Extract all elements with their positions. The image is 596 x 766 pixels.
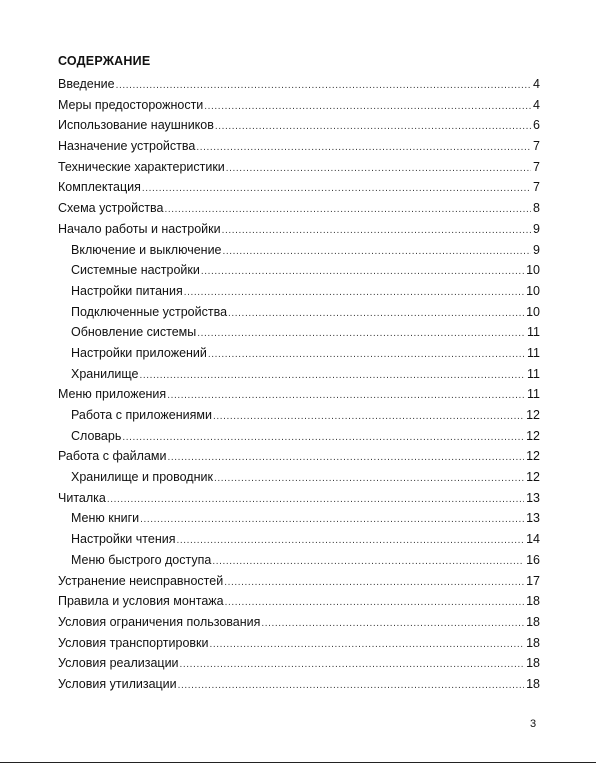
toc-entry-label: Работа с приложениями (71, 408, 212, 422)
toc-entry[interactable] (58, 240, 540, 261)
toc-entry[interactable] (58, 467, 540, 488)
toc-entry-page: 10 (526, 283, 540, 298)
toc-entry[interactable] (58, 488, 540, 509)
toc-entry-page: 12 (526, 408, 540, 422)
toc-entry-page: 16 (526, 552, 540, 567)
toc-entry-page: 14 (526, 532, 540, 547)
toc-entry-label: Обновление системы (71, 325, 197, 340)
toc-entry-label: Использование наушников (58, 118, 214, 133)
toc-entry[interactable] (58, 405, 540, 426)
toc-entry-page: 10 (526, 304, 540, 319)
toc-entry-page: 4 (533, 97, 540, 112)
toc-dot-leader (215, 115, 531, 138)
toc-entry-label: Меню книги (71, 511, 140, 526)
toc-entry-page: 18 (526, 676, 540, 691)
toc-entry-page: 11 (527, 366, 540, 381)
toc-entry-label: Условия утилизации (58, 676, 177, 691)
toc-entry-label: Хранилище и проводник (71, 470, 213, 485)
toc-entry[interactable] (58, 364, 540, 385)
toc-entry-label: Словарь (71, 428, 122, 443)
toc-entry[interactable] (58, 115, 540, 136)
toc-entry-page: 12 (526, 470, 540, 485)
toc-entry-label: Подключенные устройства (71, 304, 228, 319)
toc-entry[interactable] (58, 322, 540, 343)
toc-entry[interactable] (58, 95, 540, 116)
toc-entry-label: Устранение неисправностей (58, 573, 224, 588)
toc-entry-label: Условия ограничения пользования (58, 614, 261, 629)
toc-entry-label: Меры предосторожности (58, 97, 204, 112)
toc-entry-label: Включение и выключение (71, 242, 222, 257)
toc-dot-leader (222, 219, 531, 242)
toc-entry-label: Системные настройки (71, 263, 200, 278)
toc-entry-page: 7 (533, 139, 540, 154)
toc-dot-leader (180, 653, 525, 676)
toc-dot-leader (225, 591, 524, 614)
toc-dot-leader (165, 198, 532, 221)
toc-entry-page: 7 (533, 159, 540, 174)
toc-entry-label: Условия транспортировки (58, 635, 209, 650)
toc-entry-label: Хранилище (71, 366, 139, 381)
toc-entry-page: 18 (526, 656, 540, 671)
toc-entry[interactable] (58, 302, 540, 323)
toc-entry[interactable] (58, 74, 540, 95)
toc-dot-leader (226, 157, 531, 180)
toc-dot-leader (167, 384, 525, 407)
toc-entry-label: Настройки чтения (71, 532, 176, 547)
toc-dot-leader (167, 446, 524, 469)
toc-dot-leader (122, 426, 524, 449)
toc-dot-leader (178, 674, 524, 697)
toc-entry-page: 18 (526, 614, 540, 629)
toc-entry-label: Начало работы и настройки (58, 221, 221, 236)
toc-entry-page: 9 (533, 242, 540, 257)
toc-dot-leader (223, 240, 532, 263)
toc-entry-page: 4 (533, 77, 540, 91)
toc-entry-page: 12 (526, 449, 540, 464)
toc-entry[interactable] (58, 177, 540, 198)
toc-entry-label: Настройки питания (71, 283, 183, 298)
toc-dot-leader (196, 136, 531, 159)
toc-dot-leader (176, 529, 524, 552)
toc-entry-label: Условия реализации (58, 656, 179, 671)
toc-entry[interactable] (58, 260, 540, 281)
toc-entry-label: Читалка (58, 490, 106, 505)
toc-entry[interactable] (58, 136, 540, 157)
toc-entry-page: 11 (527, 387, 540, 402)
toc-dot-leader (212, 550, 524, 573)
toc-dot-leader (140, 364, 526, 387)
toc-dot-leader (204, 95, 531, 118)
toc-dot-leader (261, 612, 524, 635)
toc-dot-leader (224, 571, 524, 594)
toc-entry-label: Меню быстрого доступа (71, 552, 212, 567)
toc-entry[interactable] (58, 198, 540, 219)
toc-entry-label: Правила и условия монтажа (58, 594, 224, 609)
toc-entry[interactable] (58, 612, 540, 633)
toc-entry-page: 10 (526, 263, 540, 278)
toc-dot-leader (197, 322, 525, 345)
toc-entry-label: Меню приложения (58, 387, 167, 402)
toc-dot-leader (184, 281, 524, 304)
toc-entry[interactable] (58, 426, 540, 447)
toc-entry-page: 13 (526, 490, 540, 505)
bottom-rule (0, 762, 596, 763)
toc-entry-page: 7 (533, 180, 540, 195)
toc-entry-label: Настройки приложений (71, 345, 207, 360)
toc-entry-page: 12 (526, 428, 540, 443)
toc-entry[interactable] (58, 571, 540, 592)
toc-dot-leader (228, 302, 524, 325)
toc-entry-label: Технические характеристики (58, 159, 225, 174)
toc-dot-leader (142, 177, 531, 200)
toc-list (58, 74, 540, 695)
page-number: 3 (530, 718, 537, 730)
toc-dot-leader (107, 488, 524, 511)
toc-entry[interactable] (58, 219, 540, 240)
toc-entry[interactable] (58, 508, 540, 529)
toc-dot-leader (208, 343, 525, 366)
toc-entry-page: 18 (526, 594, 540, 609)
toc-title: СОДЕРЖАНИЕ (58, 54, 151, 68)
toc-dot-leader (210, 633, 525, 656)
toc-entry[interactable] (58, 674, 540, 695)
toc-entry[interactable] (58, 550, 540, 571)
toc-entry[interactable] (58, 529, 540, 550)
toc-entry[interactable] (58, 591, 540, 612)
toc-entry-page: 6 (533, 118, 540, 133)
toc-entry-page: 18 (526, 635, 540, 650)
toc-entry[interactable] (58, 384, 540, 405)
toc-entry-page: 17 (526, 573, 540, 588)
toc-entry-page: 9 (533, 221, 540, 236)
toc-entry-label: Комплектация (58, 180, 141, 195)
toc-dot-leader (140, 508, 524, 531)
toc-dot-leader (213, 405, 524, 428)
toc-entry[interactable] (58, 343, 540, 364)
toc-entry-label: Назначение устройства (58, 139, 196, 154)
toc-dot-leader (116, 74, 531, 97)
toc-entry-label: Схема устройства (58, 201, 164, 216)
toc-entry-page: 11 (527, 345, 540, 360)
toc-entry[interactable] (58, 446, 540, 467)
toc-entry[interactable] (58, 653, 540, 674)
toc-dot-leader (214, 467, 524, 490)
toc-entry-label: Работа с файлами (58, 449, 167, 464)
toc-entry[interactable] (58, 633, 540, 654)
toc-entry[interactable] (58, 281, 540, 302)
toc-entry-page: 13 (526, 511, 540, 526)
toc-entry-page: 11 (527, 325, 540, 340)
toc-entry[interactable] (58, 157, 540, 178)
toc-dot-leader (201, 260, 524, 283)
toc-entry-label: Введение (58, 77, 115, 91)
toc-entry-page: 8 (533, 201, 540, 216)
